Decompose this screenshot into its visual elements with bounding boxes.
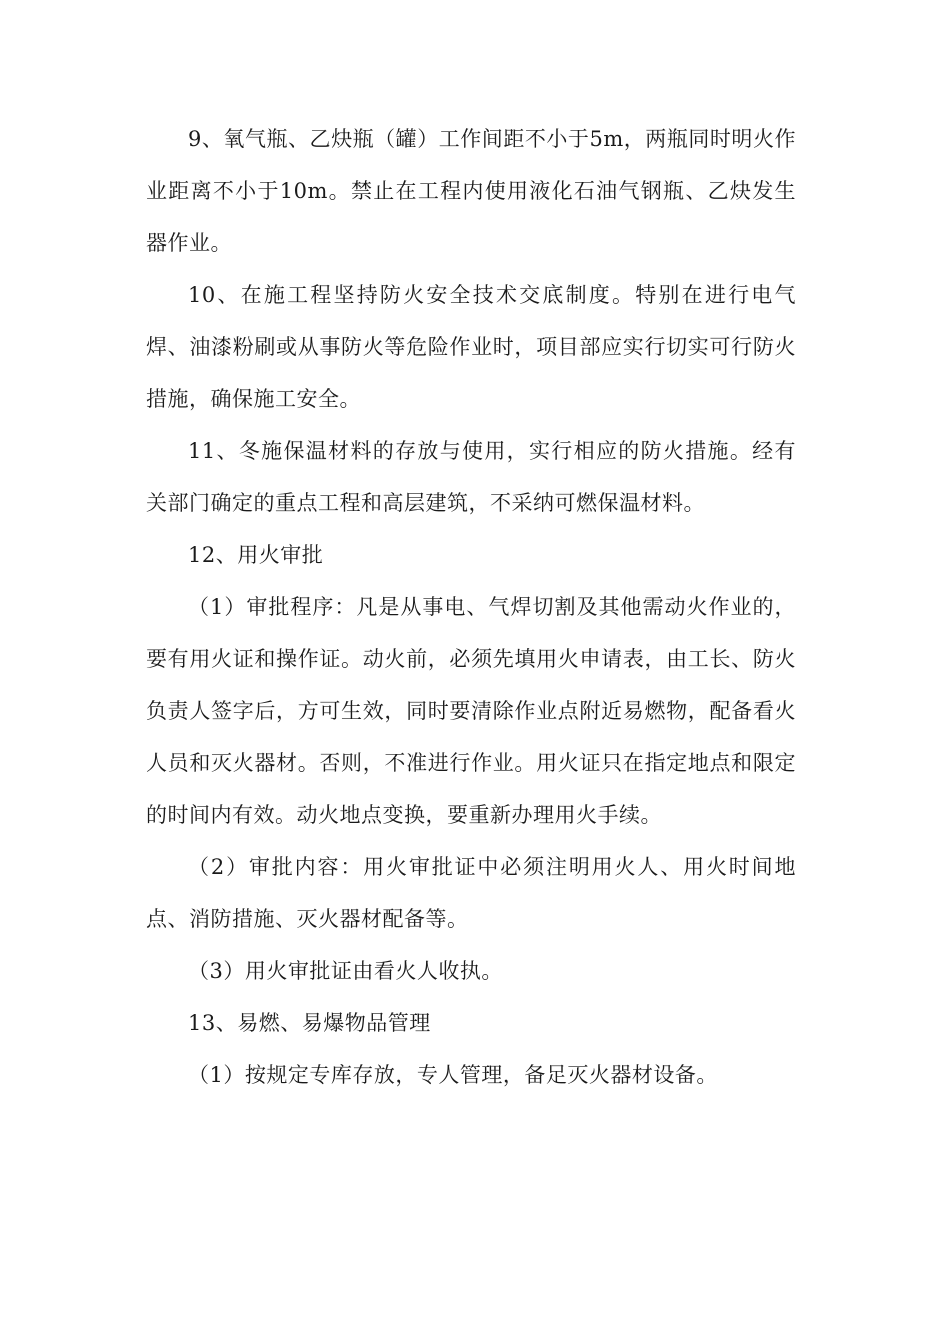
paragraph-9: 9、氧气瓶、乙炔瓶（罐）工作间距不小于5m，两瓶同时明火作业距离不小于10m。禁止在工程内使用液化石油气钢瓶、乙炔发生器作业。 — [146, 127, 796, 255]
paragraph-13-heading: 13、易燃、易爆物品管理 — [188, 1011, 431, 1035]
paragraph-12-heading: 12、用火审批 — [188, 543, 324, 567]
paragraph-10: 10、在施工程坚持防火安全技术交底制度。特别在进行电气焊、油漆粉刷或从事防火等危险作业时，项目部应实行切实可行防火措施，确保施工安全。 — [146, 283, 796, 411]
paragraph-11: 11、冬施保温材料的存放与使用，实行相应的防火措施。经有关部门确定的重点工程和高层建筑，不采纳可燃保温材料。 — [146, 439, 796, 515]
paragraph-12-1: （1）审批程序：凡是从事电、气焊切割及其他需动火作业的，要有用火证和操作证。动火前，必须先填用火申请表，由工长、防火负责人签字后，方可生效，同时要清除作业点附近易燃物，配备看火人员和灭火器材。否则，不准进行作业。用火证只在指定地点和限定的时间内有效。动火地点变换，要重新办理用火手续。 — [146, 595, 796, 827]
paragraph-12-3: （3）用火审批证由看火人收执。 — [188, 959, 503, 983]
document-body — [146, 113, 796, 1101]
paragraph-12-2: （2）审批内容：用火审批证中必须注明用火人、用火时间地点、消防措施、灭火器材配备等。 — [146, 855, 796, 931]
paragraph-13-1: （1）按规定专库存放，专人管理，备足灭火器材设备。 — [188, 1063, 718, 1087]
